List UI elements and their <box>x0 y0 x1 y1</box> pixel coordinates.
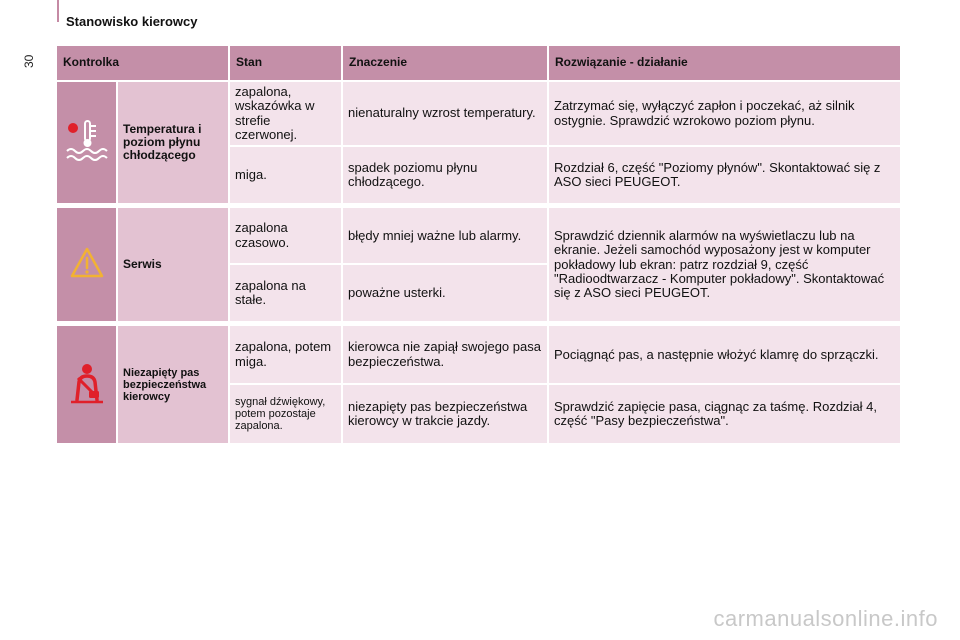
state-cell: zapalona czasowo. <box>229 208 342 264</box>
table-row <box>57 81 901 146</box>
indicator-icon-cell <box>57 208 117 322</box>
action-cell: Rozdział 6, część "Poziomy płynów". Skontaktować się z ASO sieci PEUGEOT. <box>548 146 901 204</box>
warning-triangle-icon <box>69 246 105 283</box>
meaning-cell: spadek poziomu płynu chłodzącego. <box>342 146 548 204</box>
page-number: 30 <box>22 54 36 68</box>
seatbelt-icon <box>67 362 107 407</box>
column-header-znaczenie: Znaczenie <box>342 46 548 81</box>
meaning-cell: nienaturalny wzrost temperatury. <box>342 81 548 146</box>
meaning-cell: kierowca nie zapiął swojego pasa bezpieczeństwa. <box>342 326 548 384</box>
indicator-label: Niezapięty pas bezpieczeństwa kierowcy <box>117 326 229 444</box>
table-header-row <box>57 46 901 81</box>
site-watermark: carmanualsonline.info <box>713 606 938 631</box>
column-header-kontrolka: Kontrolka <box>57 46 229 81</box>
indicator-icon-cell <box>57 81 117 204</box>
state-cell: zapalona na stałe. <box>229 264 342 322</box>
state-cell: zapalona, wskazówka w strefie czerwonej. <box>229 81 342 146</box>
column-header-stan: Stan <box>229 46 342 81</box>
column-header-rozwiazanie: Rozwiązanie - działanie <box>548 46 901 81</box>
meaning-cell: błędy mniej ważne lub alarmy. <box>342 208 548 264</box>
table-row <box>57 326 901 384</box>
state-cell: sygnał dźwiękowy, potem pozostaje zapalona. <box>229 384 342 444</box>
header-accent-rule <box>57 0 59 22</box>
indicator-icon-cell <box>57 326 117 444</box>
action-cell: Sprawdzić zapięcie pasa, ciągnąc za taśmę. Rozdział 4, część "Pasy bezpieczeństwa". <box>548 384 901 444</box>
indicator-label: Serwis <box>117 208 229 322</box>
meaning-cell: niezapięty pas bezpieczeństwa kierowcy w trakcie jazdy. <box>342 384 548 444</box>
action-cell: Sprawdzić dziennik alarmów na wyświetlaczu lub na ekranie. Jeżeli samochód wyposażony jest w komputer pokładowy lub ekran: patrz rozdział 9, część "Radioodtwarzacz - Komputer pokładowy". Skontaktować się z ASO sieci PEUGEOT. <box>548 208 901 322</box>
state-cell: miga. <box>229 146 342 204</box>
action-cell: Pociągnąć pas, a następnie włożyć klamrę do sprzączki. <box>548 326 901 384</box>
action-cell: Zatrzymać się, wyłączyć zapłon i poczekać, aż silnik ostygnie. Sprawdzić wzrokowo poziom płynu. <box>548 81 901 146</box>
warning-lights-table <box>57 46 902 445</box>
coolant-temperature-icon <box>63 119 111 166</box>
indicator-label: Temperatura i poziom płynu chłodzącego <box>117 81 229 204</box>
section-title: Stanowisko kierowcy <box>66 14 198 29</box>
state-cell: zapalona, potem miga. <box>229 326 342 384</box>
meaning-cell: poważne usterki. <box>342 264 548 322</box>
table-row <box>57 208 901 264</box>
